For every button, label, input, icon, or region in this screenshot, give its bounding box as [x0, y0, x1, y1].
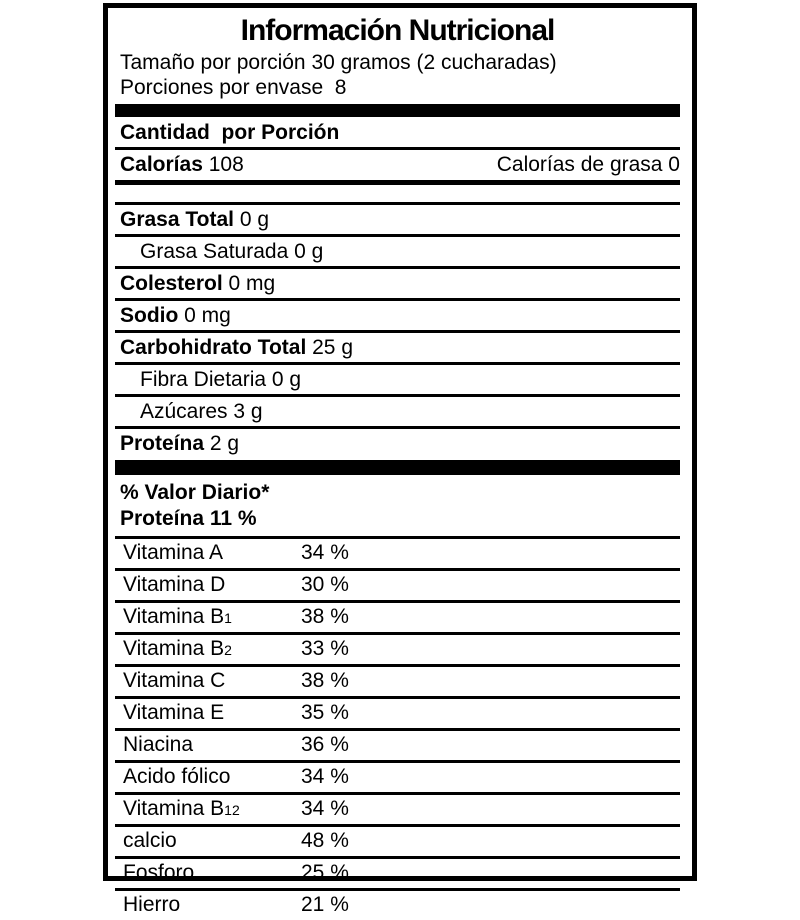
vitamin-value: 33 % [301, 637, 349, 660]
calories-value: 108 [208, 153, 244, 176]
vitamin-value: 34 % [301, 765, 349, 788]
nutrient-label: Fibra Dietaria [140, 368, 267, 391]
vitamin-row-folic-acid [115, 763, 680, 795]
nutrient-row-total-carbohydrate [115, 333, 680, 365]
calories-from-fat: Calorías de grasa 0 [496, 153, 680, 176]
vitamin-row-vitamin-c [115, 667, 680, 699]
vitamin-row-vitamin-b12 [115, 795, 680, 827]
nutrient-row-dietary-fiber [115, 365, 680, 397]
spacer-row [115, 185, 680, 205]
daily-value-header: % Valor Diario* [120, 481, 270, 504]
vitamin-name: Vitamina B [123, 605, 225, 628]
vitamin-row-iron [115, 891, 680, 920]
calories-row [115, 150, 680, 185]
nutrient-value: 25 g [312, 336, 353, 359]
vitamin-row-vitamin-d [115, 571, 680, 603]
nutrient-label: Grasa Total [120, 208, 234, 231]
vitamin-name: Vitamina E [123, 701, 225, 724]
vitamin-value: 25 % [301, 861, 349, 884]
vitamin-name-subscript: 2 [224, 642, 232, 658]
nutrient-label: Grasa Saturada [140, 240, 289, 263]
vitamin-value: 48 % [301, 829, 349, 852]
nutrient-label: Carbohidrato Total [120, 336, 307, 359]
vitamin-name: calcio [123, 829, 177, 852]
calories-left [120, 154, 244, 176]
vitamin-row-vitamin-a [115, 539, 680, 571]
label-content [115, 12, 680, 916]
vitamin-name: Vitamina B [123, 797, 225, 820]
daily-value-header-block [115, 475, 680, 539]
nutrient-row-sugars [115, 397, 680, 429]
vitamin-value: 36 % [301, 733, 349, 756]
nutrient-value: 3 g [233, 400, 263, 423]
nutrient-value: 0 g [271, 368, 302, 391]
nutrient-row-saturated-fat [115, 237, 680, 269]
thick-separator-top [115, 104, 680, 117]
nutrient-value: 0 g [239, 208, 270, 231]
vitamin-row-calcium [115, 827, 680, 859]
vitamin-name: Vitamina A [123, 541, 224, 564]
nutrient-label: Colesterol [120, 272, 223, 295]
vitamin-value: 30 % [301, 573, 349, 596]
vitamin-row-vitamin-e [115, 699, 680, 731]
nutrient-row-total-fat [115, 205, 680, 237]
vitamin-value: 35 % [301, 701, 349, 724]
servings-per-container-line: Porciones por envase 8 [120, 76, 347, 99]
vitamin-name: Fosforo [123, 861, 195, 884]
nutrition-label [103, 3, 697, 916]
serving-size-line: Tamaño por porción 30 gramos (2 cucharadas) [120, 51, 557, 74]
vitamin-name: Acido fólico [123, 765, 231, 788]
vitamin-value: 34 % [301, 541, 349, 564]
nutrient-value: 0 mg [228, 272, 276, 295]
vitamin-row-vitamin-b1 [115, 603, 680, 635]
nutrient-row-cholesterol [115, 269, 680, 301]
label-title: Información Nutricional [240, 14, 555, 47]
vitamin-name: Vitamina D [123, 573, 226, 596]
thick-separator-middle [115, 460, 680, 475]
vitamin-value: 34 % [301, 797, 349, 820]
vitamin-name-subscript: 1 [224, 610, 232, 626]
vitamin-row-niacin [115, 731, 680, 763]
vitamin-value: 21 % [301, 893, 349, 916]
vitamin-name-subscript: 12 [224, 802, 240, 818]
nutrient-row-sodium [115, 301, 680, 333]
vitamin-name: Vitamina C [123, 669, 226, 692]
nutrient-label: Azúcares [140, 400, 228, 423]
amount-per-serving-header: Cantidad por Porción [115, 117, 680, 150]
vitamin-row-phosphorus [115, 859, 680, 891]
vitamin-row-vitamin-b2 [115, 635, 680, 667]
vitamin-name: Hierro [123, 893, 181, 916]
nutrient-value: 2 g [209, 432, 240, 455]
vitamin-name: Vitamina B [123, 637, 225, 660]
nutrient-row-protein [115, 429, 680, 458]
vitamin-value: 38 % [301, 605, 349, 628]
nutrient-value: 0 mg [184, 304, 231, 327]
calories-label: Calorías [120, 153, 203, 176]
nutrient-label: Proteína [120, 432, 205, 455]
nutrient-value: 0 g [294, 240, 324, 263]
protein-daily-value: Proteína 11 % [120, 507, 257, 530]
vitamin-name: Niacina [123, 733, 194, 756]
vitamin-value: 38 % [301, 669, 349, 692]
nutrient-label: Sodio [120, 304, 179, 327]
